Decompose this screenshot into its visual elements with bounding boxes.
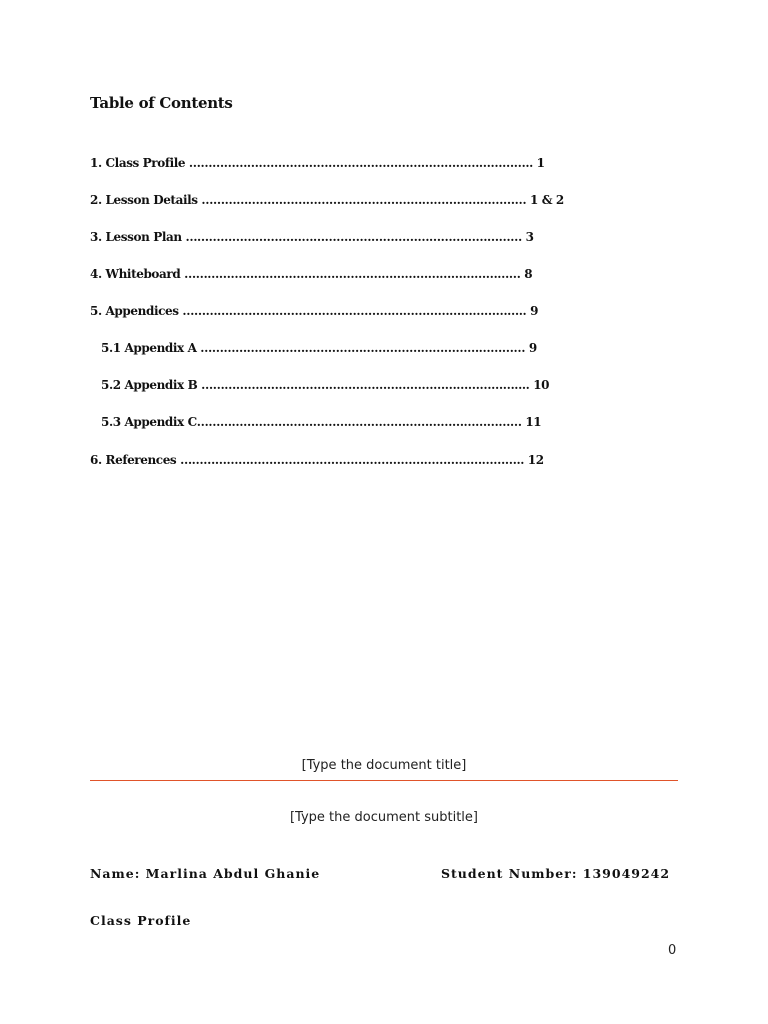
page-number: 0 [668, 943, 677, 958]
student-name: Name: Marlina Abdul Ghanie [90, 866, 321, 881]
toc-entry-appendix-b[interactable]: 5.2 Appendix B ……………………………………………………………………….... 10 [101, 378, 550, 392]
document-title-placeholder[interactable]: [Type the document title] [301, 758, 467, 773]
document-subtitle-placeholder[interactable]: [Type the document subtitle] [289, 810, 478, 825]
toc-entry-appendices[interactable]: 5. Appendices …………………………………………………………………………….. 9 [90, 304, 539, 318]
toc-entry-lesson-details[interactable]: 2. Lesson Details ………………………………………………………………………… 1 & 2 [90, 193, 564, 207]
student-number: Student Number: 139049242 [441, 866, 671, 881]
title-divider [90, 780, 678, 781]
toc-entry-appendix-c[interactable]: 5.3 Appendix C………………………………………………………………………… 11 [101, 415, 542, 429]
toc-entry-references[interactable]: 6. References …………………………………………………………………………….. 12 [90, 453, 544, 467]
toc-entry-appendix-a[interactable]: 5.1 Appendix A ………………………………………………………………………… 9 [101, 341, 537, 355]
toc-entry-class-profile[interactable]: 1. Class Profile …………………………………………………………………………….. 1 [90, 156, 545, 170]
toc-entry-whiteboard[interactable]: 4. Whiteboard …………………………………………………………………………… 8 [90, 267, 533, 281]
toc-entry-lesson-plan[interactable]: 3. Lesson Plan …………………………………………………………………………… 3 [90, 230, 534, 244]
toc-title: Table of Contents [90, 94, 233, 112]
section-heading-class-profile: Class Profile [90, 913, 192, 928]
